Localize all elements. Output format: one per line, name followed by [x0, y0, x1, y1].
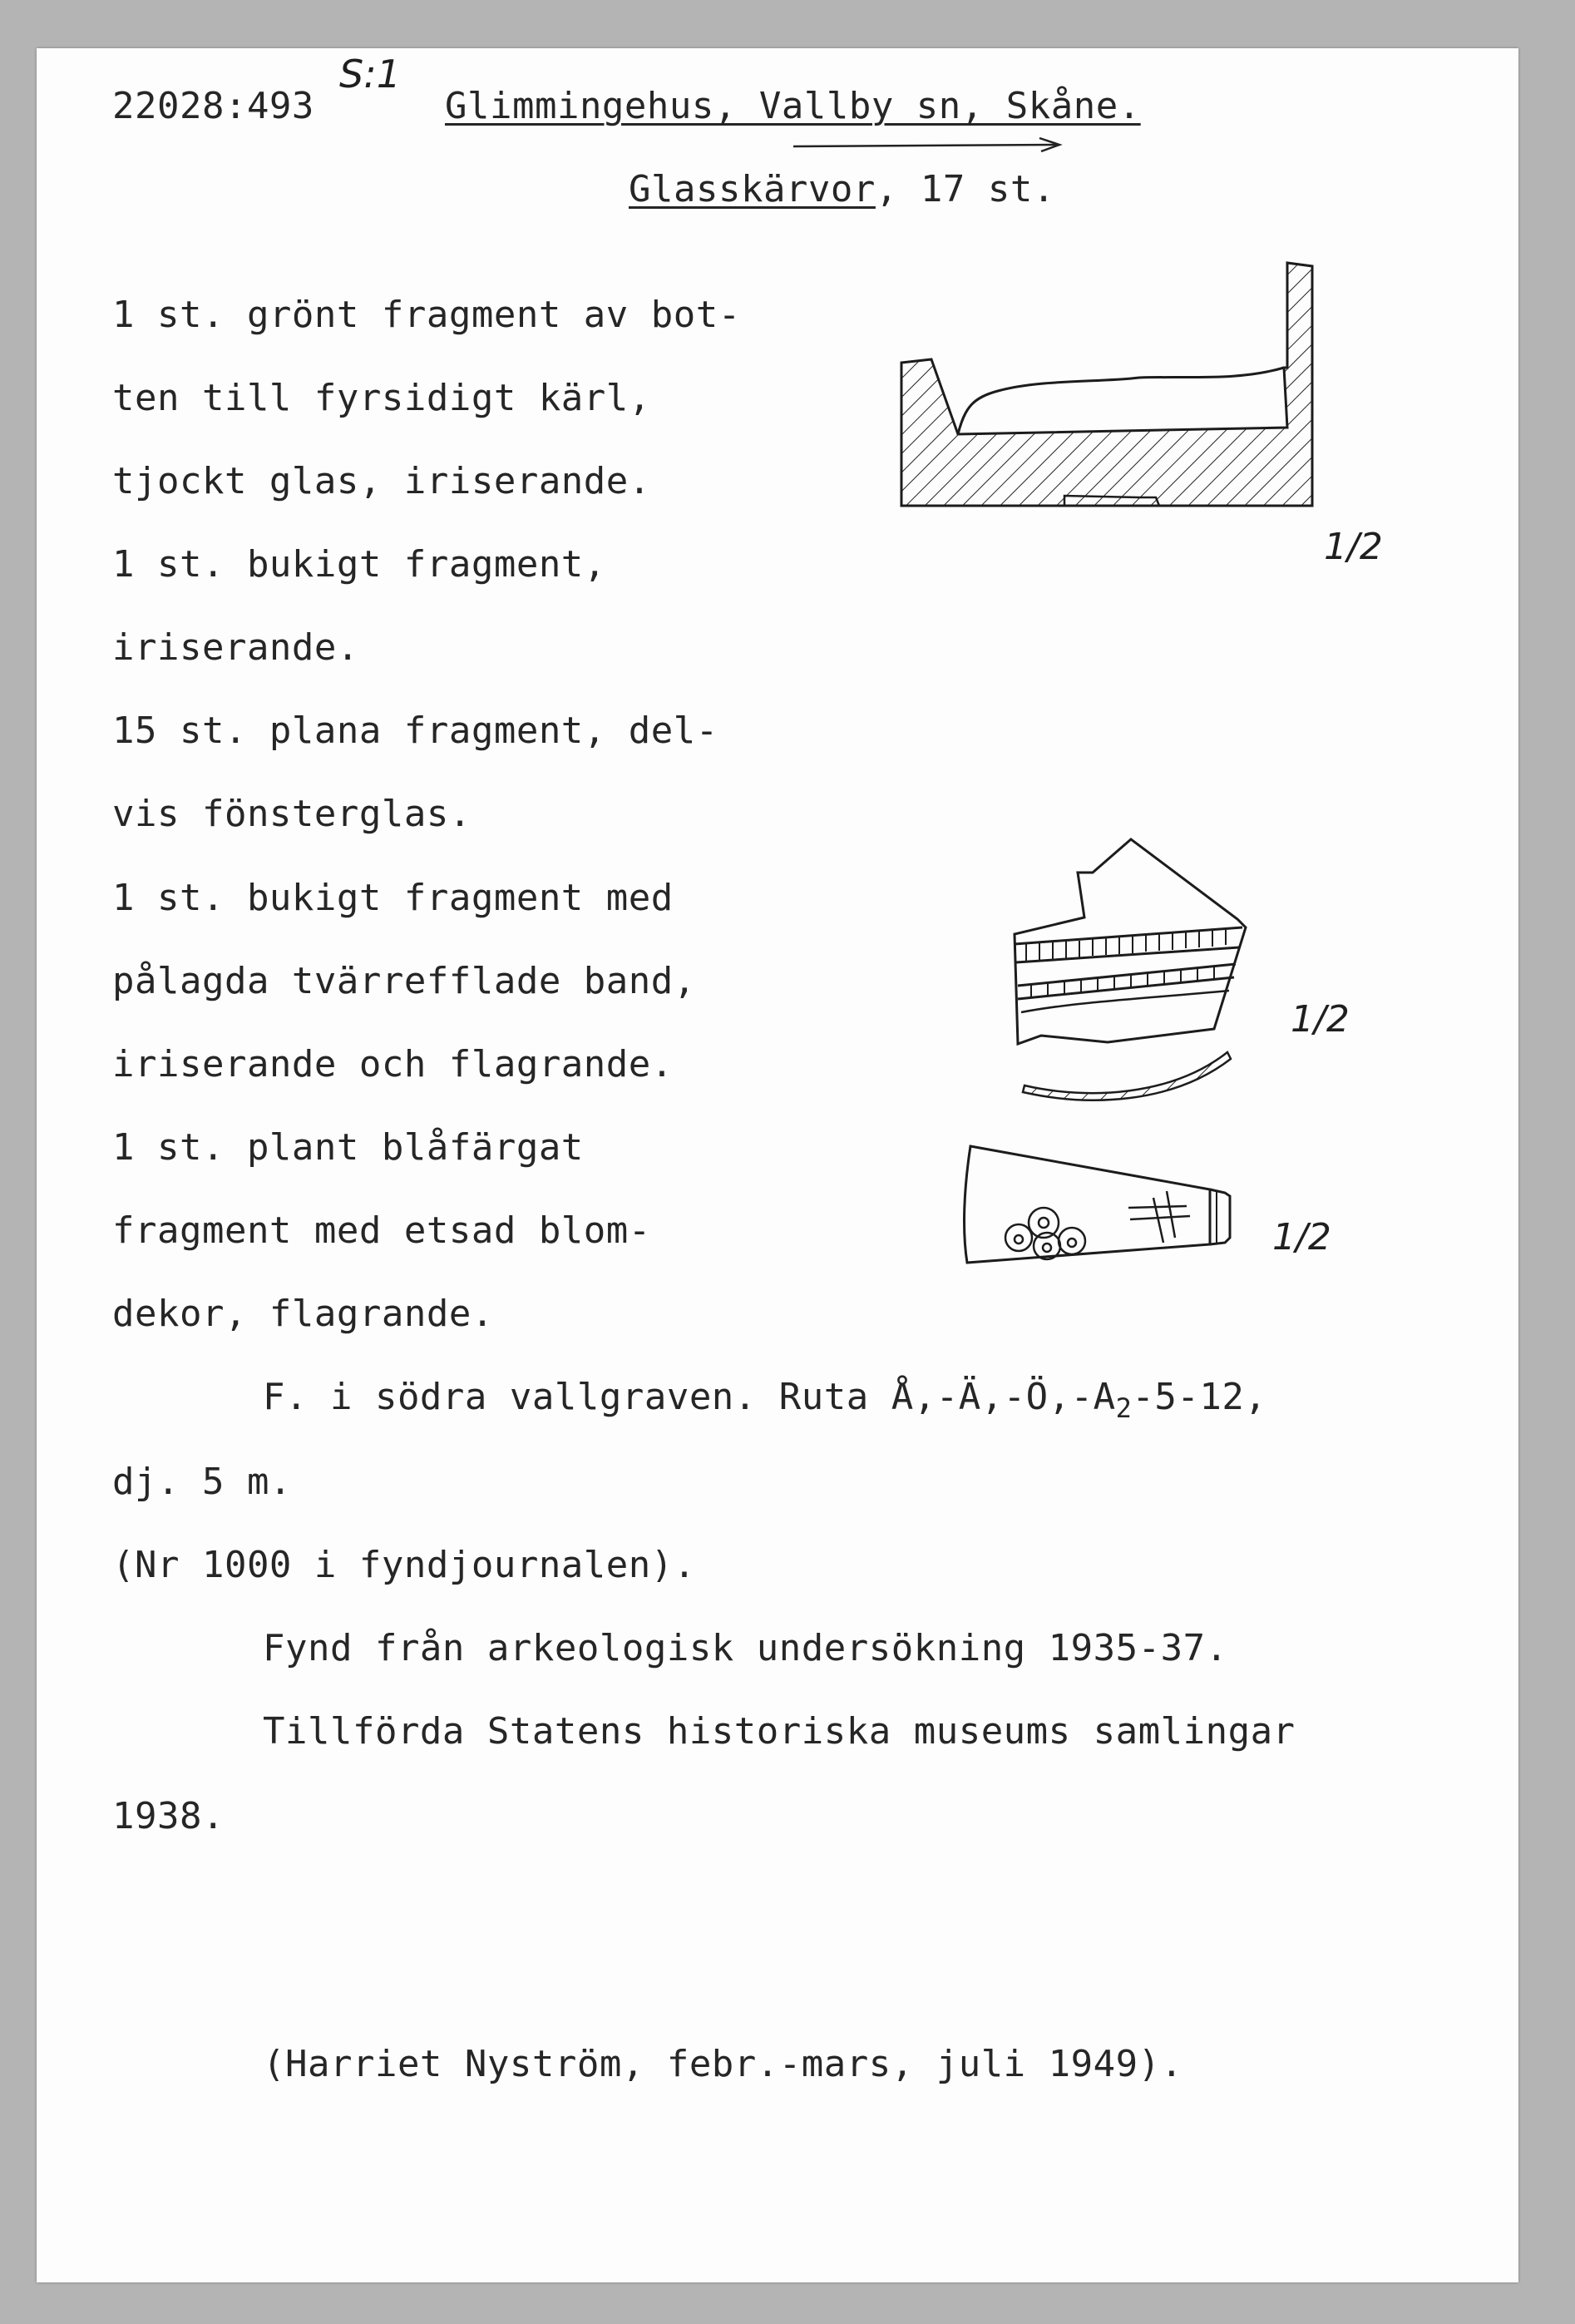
- handwritten-mark: S:1: [339, 52, 401, 96]
- find-place-subscript: 2: [1115, 1392, 1133, 1424]
- body-line: 1 st. plant blåfärgat: [112, 1126, 584, 1169]
- scale-label: 1/2: [1272, 1216, 1331, 1258]
- body-line: tjockt glas, iriserande.: [112, 460, 651, 502]
- subtitle: [629, 168, 1055, 210]
- catalog-number: 22028:493: [112, 85, 314, 127]
- etched-flower-icon: [1005, 1208, 1085, 1259]
- body-line: dekor, flagrande.: [112, 1293, 494, 1335]
- body-line: 1 st. grönt fragment av bot-: [112, 294, 741, 336]
- subtitle-rest: , 17 st.: [875, 168, 1055, 210]
- find-place-line: [263, 1376, 1267, 1424]
- body-line: iriserande och flagrande.: [112, 1043, 674, 1085]
- body-line: vis fönsterglas.: [112, 793, 472, 835]
- body-line: fragment med etsad blom-: [112, 1209, 651, 1252]
- signature-line: (Harriet Nyström, febr.-mars, juli 1949).: [263, 2043, 1183, 2085]
- etched-fragment-drawing: [960, 1140, 1252, 1273]
- body-line: iriserande.: [112, 626, 359, 669]
- body-line: 1 st. bukigt fragment med: [112, 877, 674, 919]
- handwritten-arrow-icon: [790, 133, 1073, 158]
- find-place-text-end: -5-12,: [1132, 1376, 1267, 1418]
- scale-label: 1/2: [1291, 998, 1350, 1041]
- body-line: 15 st. plana fragment, del-: [112, 710, 718, 752]
- excavation-line: Fynd från arkeologisk undersökning 1935-37.: [263, 1627, 1228, 1669]
- journal-line: (Nr 1000 i fyndjournalen).: [112, 1544, 696, 1586]
- body-line: pålagda tvärrefflade band,: [112, 960, 696, 1002]
- body-line: 1 st. bukigt fragment,: [112, 543, 606, 586]
- ribbed-fragment-drawing: [1006, 836, 1256, 1110]
- scale-label: 1/2: [1324, 526, 1383, 568]
- depth-line: dj. 5 m.: [112, 1461, 292, 1503]
- acquisition-line: Tillförda Statens historiska museums samlingar: [263, 1710, 1296, 1753]
- acquisition-year: 1938.: [112, 1795, 225, 1837]
- location-title: Glimmingehus, Vallby sn, Skåne.: [445, 85, 1141, 127]
- body-line: ten till fyrsidigt kärl,: [112, 377, 651, 419]
- subtitle-underlined: Glasskärvor: [629, 168, 876, 210]
- find-place-text: F. i södra vallgraven. Ruta Å,-Ä,-Ö,-A: [263, 1376, 1116, 1418]
- vessel-base-section-drawing: [890, 258, 1322, 524]
